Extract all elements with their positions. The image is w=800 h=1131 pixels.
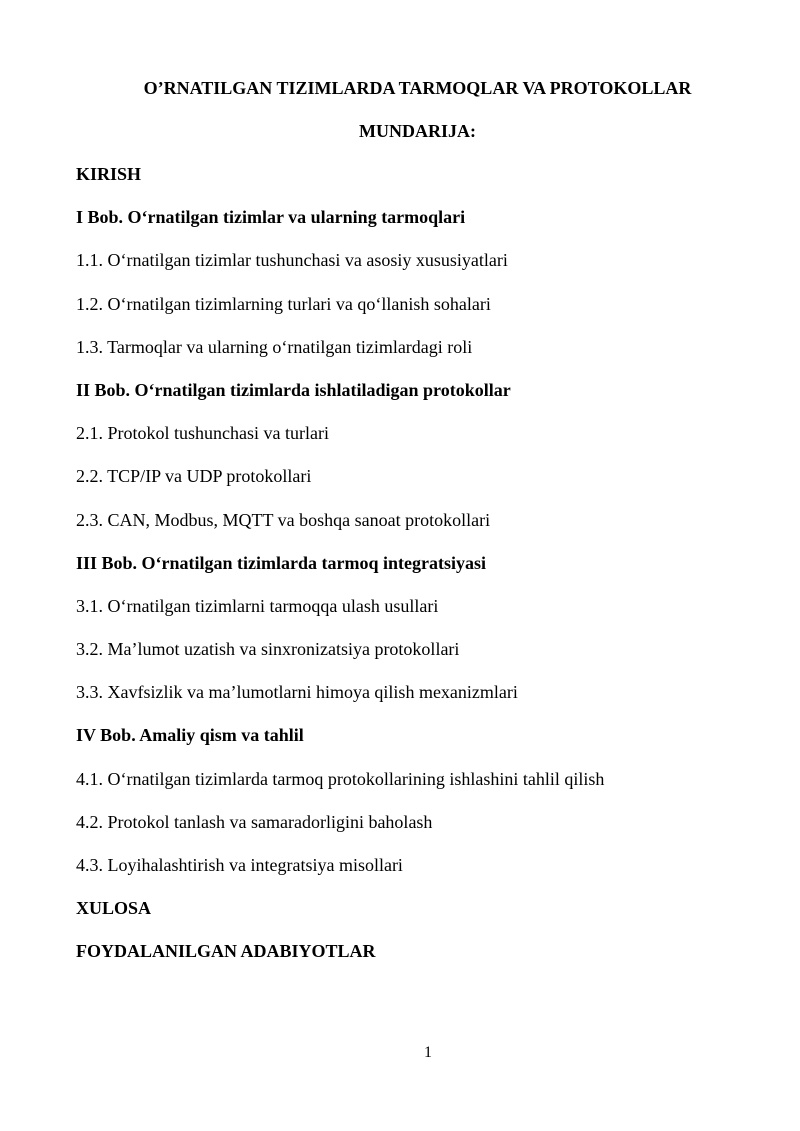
toc-section-4-3: 4.3. Loyihalashtirish va integratsiya misollari — [76, 855, 403, 875]
toc-chapter-2: II Bob. O‘rnatilgan tizimlarda ishlatiladigan protokollar — [76, 379, 511, 400]
toc-section-3-3: 3.3. Xavfsizlik va ma’lumotlarni himoya qilish mexanizmlari — [76, 682, 518, 703]
toc-chapter-1: I Bob. O‘rnatilgan tizimlar va ularning tarmoqlari — [76, 207, 466, 228]
toc-entry-introduction: KIRISH — [76, 164, 142, 184]
toc-section-1-2: 1.2. O‘rnatilgan tizimlarning turlari va qo‘llanish sohalari — [76, 293, 491, 314]
toc-section-3-1: 3.1. O‘rnatilgan tizimlarni tarmoqqa ulash usullari — [76, 595, 439, 616]
toc-entry-conclusion: XULOSA — [76, 898, 152, 919]
toc-section-2-1: 2.1. Protokol tushunchasi va turlari — [76, 423, 329, 444]
toc-section-3-2: 3.2. Ma’lumot uzatish va sinxronizatsiya protokollari — [76, 639, 460, 660]
table-of-contents — [76, 163, 776, 984]
toc-entry-references: FOYDALANILGAN ADABIYOTLAR — [76, 941, 376, 962]
toc-chapter-3: III Bob. O‘rnatilgan tizimlarda tarmoq integratsiyasi — [76, 552, 486, 573]
contents-heading: MUNDARIJA: — [359, 121, 476, 141]
toc-chapter-4: IV Bob. Amaliy qism va tahlil — [76, 725, 304, 746]
page-number: 1 — [424, 1044, 432, 1061]
toc-section-1-3: 1.3. Tarmoqlar va ularning o‘rnatilgan tizimlardagi roli — [76, 336, 473, 357]
toc-section-4-2: 4.2. Protokol tanlash va samaradorligini baholash — [76, 811, 433, 832]
document-title: O’RNATILGAN TIZIMLARDA TARMOQLAR VA PROTOKOLLAR — [143, 78, 692, 98]
toc-section-1-1: 1.1. O‘rnatilgan tizimlar tushunchasi va asosiy xususiyatlari — [76, 250, 508, 271]
toc-section-2-3: 2.3. CAN, Modbus, MQTT va boshqa sanoat protokollari — [76, 509, 491, 530]
toc-section-2-2: 2.2. TCP/IP va UDP protokollari — [76, 466, 312, 487]
toc-section-4-1: 4.1. O‘rnatilgan tizimlarda tarmoq protokollarining ishlashini tahlil qilish — [76, 768, 605, 789]
